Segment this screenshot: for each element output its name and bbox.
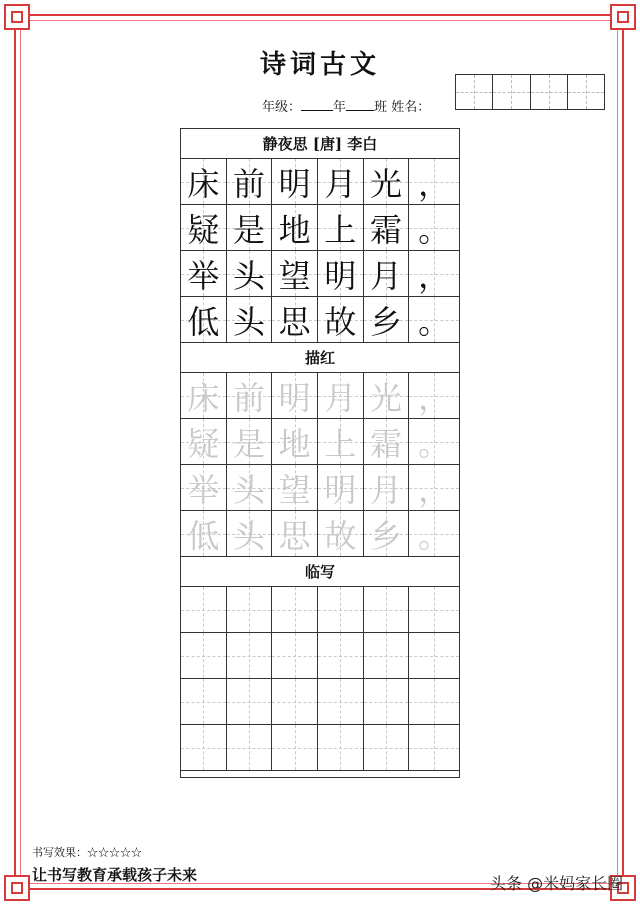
- character: 低: [187, 302, 220, 341]
- character: 。: [418, 210, 451, 249]
- student-info-line: [262, 96, 430, 115]
- character: 头: [233, 470, 266, 509]
- trace-section-label: 描红: [181, 343, 459, 373]
- character-cell: [409, 511, 459, 556]
- character-cell: [409, 465, 459, 510]
- blank-writing-cell[interactable]: [227, 725, 273, 770]
- character: 望: [278, 470, 311, 509]
- character-cell: [227, 373, 273, 418]
- blank-writing-cell[interactable]: [272, 725, 318, 770]
- blank-writing-cell[interactable]: [227, 587, 273, 632]
- character-cell: [227, 465, 273, 510]
- character-cell: [364, 205, 410, 250]
- character: 故: [324, 302, 357, 341]
- character: 前: [233, 164, 266, 203]
- poem-row: [181, 297, 459, 343]
- character: 明: [324, 470, 357, 509]
- blank-writing-cell[interactable]: [409, 587, 459, 632]
- blank-writing-cell[interactable]: [318, 725, 364, 770]
- character: 。: [418, 302, 451, 341]
- character-cell: [409, 159, 459, 204]
- character: 床: [187, 164, 220, 203]
- character-cell: [364, 159, 410, 204]
- character-cell: [181, 465, 227, 510]
- copy-row: [181, 725, 459, 771]
- page-title: 诗词古文: [259, 50, 380, 80]
- blank-writing-cell[interactable]: [272, 633, 318, 678]
- character: 月: [370, 470, 403, 509]
- character: 疑: [187, 424, 220, 463]
- character: 举: [187, 256, 220, 295]
- grade-blank[interactable]: [301, 98, 333, 111]
- trace-row: [181, 465, 459, 511]
- class-label: 班: [374, 100, 388, 115]
- character-cell: [364, 297, 410, 342]
- copy-row: [181, 587, 459, 633]
- character: 头: [233, 256, 266, 295]
- character-cell: [318, 251, 364, 296]
- character-cell: [318, 205, 364, 250]
- blank-writing-cell[interactable]: [181, 725, 227, 770]
- blank-writing-cell[interactable]: [318, 633, 364, 678]
- character: 望: [278, 256, 311, 295]
- character: 霜: [370, 210, 403, 249]
- character-cell: [318, 297, 364, 342]
- character-cell: [409, 419, 459, 464]
- character-cell: [227, 511, 273, 556]
- character: 低: [187, 516, 220, 555]
- character-cell: [272, 465, 318, 510]
- copy-row: [181, 679, 459, 725]
- character: 光: [370, 378, 403, 417]
- name-label: 姓名：: [391, 100, 431, 115]
- name-cell[interactable]: [456, 75, 493, 109]
- character-cell: [272, 511, 318, 556]
- character-cell: [227, 205, 273, 250]
- character: 明: [324, 256, 357, 295]
- character: 床: [187, 378, 220, 417]
- poem-row: [181, 159, 459, 205]
- corner-ornament-top-left: [4, 4, 30, 30]
- writing-rating: 书写效果：☆☆☆☆☆: [32, 846, 142, 859]
- character-cell: [272, 373, 318, 418]
- poem-row: [181, 205, 459, 251]
- character: 。: [418, 516, 451, 555]
- character: 明: [278, 164, 311, 203]
- character-cell: [227, 159, 273, 204]
- character-cell: [227, 297, 273, 342]
- blank-writing-cell[interactable]: [409, 679, 459, 724]
- blank-writing-cell[interactable]: [181, 587, 227, 632]
- name-writing-grid[interactable]: [455, 74, 605, 110]
- trace-row: [181, 373, 459, 419]
- character-cell: [272, 159, 318, 204]
- character: 举: [187, 470, 220, 509]
- character: 头: [233, 302, 266, 341]
- character: 上: [324, 424, 357, 463]
- poem-heading: 静夜思 [唐] 李白: [181, 129, 459, 159]
- blank-writing-cell[interactable]: [272, 679, 318, 724]
- character: 光: [370, 164, 403, 203]
- year-label: 年: [333, 100, 347, 115]
- character-cell: [272, 205, 318, 250]
- character-cell: [318, 419, 364, 464]
- blank-writing-cell[interactable]: [409, 633, 459, 678]
- blank-writing-cell[interactable]: [227, 633, 273, 678]
- character-cell: [409, 205, 459, 250]
- blank-writing-cell[interactable]: [181, 679, 227, 724]
- character-cell: [364, 251, 410, 296]
- blank-writing-cell[interactable]: [227, 679, 273, 724]
- character-cell: [318, 373, 364, 418]
- character-cell: [318, 465, 364, 510]
- character-cell: [272, 419, 318, 464]
- motto-text: 让书写教育承载孩子未来: [32, 866, 198, 884]
- blank-writing-cell[interactable]: [272, 587, 318, 632]
- character-cell: [272, 251, 318, 296]
- character-cell: [409, 373, 459, 418]
- character: 是: [233, 210, 266, 249]
- poem-row: [181, 251, 459, 297]
- name-cell[interactable]: [493, 75, 530, 109]
- character: 乡: [370, 516, 403, 555]
- character-cell: [364, 465, 410, 510]
- practice-sheet: [180, 128, 460, 778]
- blank-writing-cell[interactable]: [364, 679, 410, 724]
- character: 头: [233, 516, 266, 555]
- character: 思: [278, 516, 311, 555]
- corner-ornament-bottom-left: [4, 875, 30, 901]
- character-cell: [364, 419, 410, 464]
- corner-ornament-top-right: [610, 4, 636, 30]
- character-cell: [364, 511, 410, 556]
- blank-writing-cell[interactable]: [181, 633, 227, 678]
- character-cell: [318, 511, 364, 556]
- blank-writing-cell[interactable]: [364, 725, 410, 770]
- character: 月: [370, 256, 403, 295]
- class-blank[interactable]: [346, 98, 374, 111]
- copy-grid: [181, 587, 459, 771]
- blank-writing-cell[interactable]: [409, 725, 459, 770]
- character-cell: [181, 205, 227, 250]
- grade-label: 年级：: [262, 100, 302, 115]
- poem-grid: [181, 159, 459, 343]
- character: ，: [418, 164, 451, 203]
- character-cell: [181, 511, 227, 556]
- character-cell: [409, 251, 459, 296]
- character-cell: [181, 159, 227, 204]
- character: 明: [278, 378, 311, 417]
- character: ，: [418, 256, 451, 295]
- character: 霜: [370, 424, 403, 463]
- character-cell: [272, 297, 318, 342]
- character: 地: [278, 424, 311, 463]
- name-cell[interactable]: [531, 75, 568, 109]
- trace-row: [181, 511, 459, 557]
- character: 。: [418, 424, 451, 463]
- character-cell: [318, 159, 364, 204]
- character-cell: [409, 297, 459, 342]
- character: 疑: [187, 210, 220, 249]
- character: 乡: [370, 302, 403, 341]
- character-cell: [181, 373, 227, 418]
- trace-row: [181, 419, 459, 465]
- character-cell: [227, 419, 273, 464]
- character: 上: [324, 210, 357, 249]
- character-cell: [181, 419, 227, 464]
- character-cell: [364, 373, 410, 418]
- name-cell[interactable]: [568, 75, 604, 109]
- character-cell: [227, 251, 273, 296]
- character: 前: [233, 378, 266, 417]
- copy-section-label: 临写: [181, 557, 459, 587]
- character: 月: [324, 164, 357, 203]
- copy-row: [181, 633, 459, 679]
- blank-writing-cell[interactable]: [318, 679, 364, 724]
- trace-grid: [181, 373, 459, 557]
- blank-writing-cell[interactable]: [318, 587, 364, 632]
- character: 是: [233, 424, 266, 463]
- blank-writing-cell[interactable]: [364, 587, 410, 632]
- character-cell: [181, 297, 227, 342]
- character: 故: [324, 516, 357, 555]
- character: ，: [418, 378, 451, 417]
- character: 思: [278, 302, 311, 341]
- blank-writing-cell[interactable]: [364, 633, 410, 678]
- watermark: 头条 @米妈家长圈: [490, 874, 624, 893]
- character: ，: [418, 470, 451, 509]
- character-cell: [181, 251, 227, 296]
- character: 地: [278, 210, 311, 249]
- character: 月: [324, 378, 357, 417]
